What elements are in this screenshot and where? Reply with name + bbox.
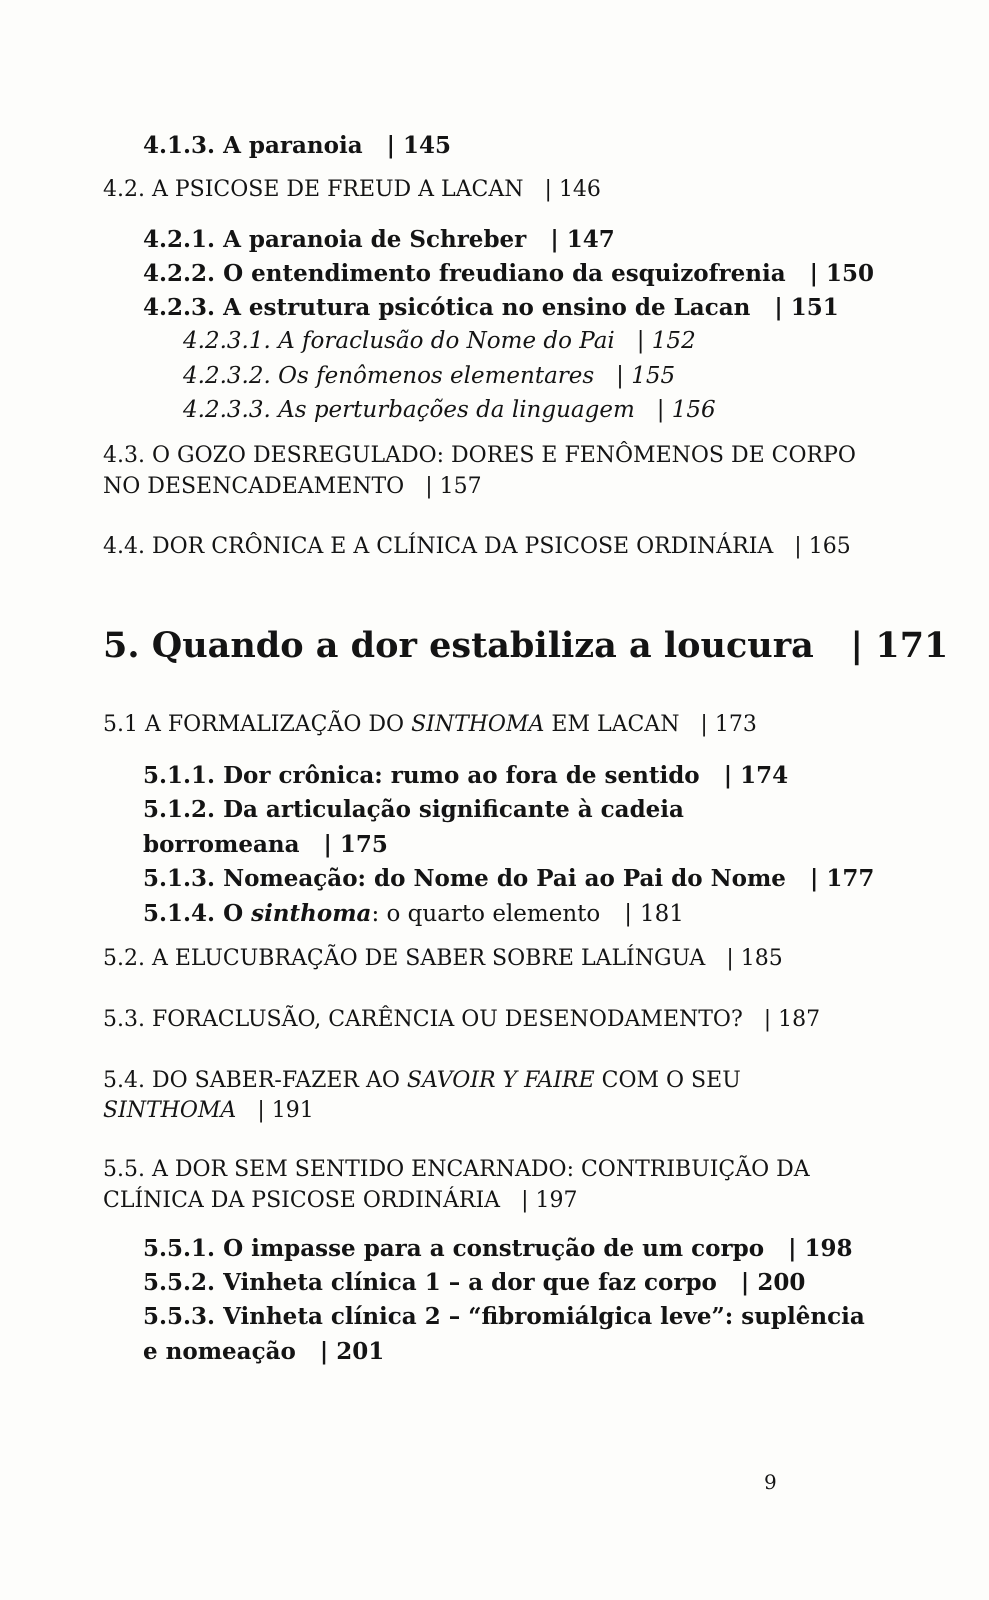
section-number: 4.2.3.2. [183,363,271,389]
page-separator: | [550,226,559,253]
section-title-italic: SAVOIR Y FAIRE [406,1068,595,1093]
page-separator: | [319,1338,329,1365]
page-separator: | [723,762,733,789]
section-page: 165 [808,534,851,559]
section-number: 5.1.2. [143,796,216,823]
section-number: 5.1.1. [143,762,216,789]
section-page: 187 [778,1007,821,1032]
page-separator: | [794,534,802,559]
page-separator: | [809,865,819,892]
page-separator: | [544,177,552,202]
section-page: 191 [271,1098,314,1123]
toc-entry-4-2-3 [143,296,839,319]
section-title-italic: sinthoma [251,900,372,927]
section-title-cont: borromeana [143,831,300,858]
section-title: A paranoia [223,132,363,159]
section-page: 177 [826,865,875,892]
section-title-cont: e nomeação [143,1338,296,1365]
section-title: Da articulação significante à cadeia [223,796,684,823]
section-page: 155 [631,363,676,389]
section-number: 4.2. [103,177,145,202]
section-title: Vinheta clínica 2 – “fibromiálgica leve”: suplência [223,1303,865,1330]
section-title: Nomeação: do Nome do Pai ao Pai do Nome [223,865,786,892]
section-page: 201 [336,1338,385,1365]
page-separator: | [257,1098,265,1123]
page-separator: | [636,328,645,354]
toc-entry-4-2-2 [143,262,874,285]
section-number: 5.5.2. [143,1269,216,1296]
section-title-post: COM O SEU [601,1068,741,1093]
page-separator: | [763,1007,772,1032]
chapter-title: Quando a dor estabiliza a loucura [151,625,814,666]
page-separator: | [656,397,665,423]
section-title: As perturbações da linguagem [278,397,635,423]
toc-entry-5-5-cont [103,1190,577,1212]
toc-entry-5-5-2 [143,1271,805,1294]
section-page: 181 [640,901,684,927]
section-number: 5.1.3. [143,865,216,892]
section-number: 4.2.3.3. [183,397,271,423]
section-title: A FORMALIZAÇÃO DO [145,712,405,737]
page-separator: | [726,946,734,971]
section-page: 198 [804,1235,853,1262]
page-separator: | [624,901,633,927]
toc-entry-5-1-1 [143,764,788,787]
toc-entry-5-5-1 [143,1237,852,1260]
page-separator: | [386,132,396,159]
page-separator: | [850,625,864,666]
section-title: A DOR SEM SENTIDO ENCARNADO: CONTRIBUIÇÃO DA [151,1157,810,1182]
section-title: A PSICOSE DE FREUD A LACAN [151,177,524,202]
toc-entry-4-2-3-2 [183,365,675,388]
toc-entry-5-1-4 [143,902,684,926]
section-title: A estrutura psicótica no ensino de Lacan [223,294,751,321]
section-title: O impasse para a construção de um corpo [223,1235,765,1262]
section-title: A paranoia de Schreber [223,226,527,253]
section-title: O entendimento freudiano da esquizofrenia [223,260,786,287]
page-separator: | [425,474,433,499]
section-page: 152 [651,328,696,354]
section-title-cont: NO DESENCADEAMENTO [103,474,405,499]
toc-entry-4-3 [103,445,856,467]
section-title-post: EM LACAN [551,712,680,737]
page-separator: | [323,831,332,858]
section-page: 185 [740,946,783,971]
toc-entry-5-2 [103,948,783,970]
toc-entry-5-1-2-cont [143,833,388,856]
page-separator: | [616,363,624,389]
section-number: 5.4. [103,1068,145,1093]
section-title: Vinheta clínica 1 – a dor que faz corpo [223,1269,717,1296]
toc-entry-4-2-1 [143,228,615,251]
section-title: O [223,900,244,927]
page-separator: | [700,712,708,737]
toc-entry-5-1-3 [143,867,874,890]
section-number: 4.4. [103,534,145,559]
chapter-number: 5. [103,625,140,666]
section-page: 151 [790,294,839,321]
page-separator: | [809,260,819,287]
toc-entry-4-1-3 [143,134,451,157]
section-number: 4.2.2. [143,260,216,287]
toc-entry-4-3-cont [103,476,482,498]
section-title: A ELUCUBRAÇÃO DE SABER SOBRE LALÍNGUA [151,946,706,971]
section-title: DOR CRÔNICA E A CLÍNICA DA PSICOSE ORDINÁRIA [151,534,774,559]
toc-entry-5-5 [103,1159,810,1181]
section-title: DO SABER-FAZER AO [151,1068,400,1093]
section-number: 5.5.3. [143,1303,216,1330]
section-title-cont: CLÍNICA DA PSICOSE ORDINÁRIA [103,1188,501,1213]
section-page: 200 [757,1269,806,1296]
section-page: 175 [339,831,388,858]
section-number: 4.2.1. [143,226,216,253]
toc-entry-4-2-3-3 [183,399,716,422]
section-page: 150 [826,260,875,287]
page-number: 9 [764,1470,777,1494]
toc-entry-5-4-cont [103,1100,314,1122]
page-separator: | [788,1235,797,1262]
section-number: 5.3. [103,1007,145,1032]
section-page: 147 [566,226,615,253]
toc-entry-4-4 [103,536,851,558]
section-page: 157 [439,474,482,499]
section-title-post: : o quarto elemento [371,901,601,927]
page-separator: | [740,1269,750,1296]
section-page: 156 [671,397,716,423]
section-title: Dor crônica: rumo ao fora de sentido [223,762,700,789]
section-number: 5.5.1. [143,1235,216,1262]
section-title-italic: SINTHOMA [411,712,545,737]
toc-entry-4-2-3-1 [183,330,696,353]
chapter-heading-5 [103,625,949,666]
section-title: FORACLUSÃO, CARÊNCIA OU DESENODAMENTO? [151,1007,743,1032]
section-page: 146 [558,177,601,202]
section-page: 197 [535,1188,578,1213]
section-number: 5.5. [103,1157,145,1182]
section-number: 5.2. [103,946,145,971]
toc-entry-5-4 [103,1070,741,1092]
section-title-cont: SINTHOMA [103,1098,237,1123]
section-page: 145 [403,132,452,159]
section-title: Os fenômenos elementares [278,363,595,389]
section-title: O GOZO DESREGULADO: DORES E FENÔMENOS DE CORPO [151,443,856,468]
section-number: 4.3. [103,443,145,468]
toc-entry-5-1-2 [143,798,684,821]
section-page: 174 [740,762,789,789]
chapter-page: 171 [875,625,949,666]
toc-entry-5-3 [103,1009,820,1031]
toc-entry-5-5-3 [143,1305,865,1328]
section-number: 5.1.4. [143,900,216,927]
section-title: A foraclusão do Nome do Pai [278,328,615,354]
section-number: 4.2.3. [143,294,216,321]
section-number: 4.1.3. [143,132,216,159]
toc-entry-4-2 [103,179,601,201]
section-number: 4.2.3.1. [183,328,271,354]
toc-entry-5-5-3-cont [143,1340,384,1363]
toc-entry-5-1 [103,714,757,736]
page-separator: | [774,294,783,321]
section-number: 5.1 [103,712,138,737]
page-separator: | [521,1188,529,1213]
section-page: 173 [714,712,757,737]
